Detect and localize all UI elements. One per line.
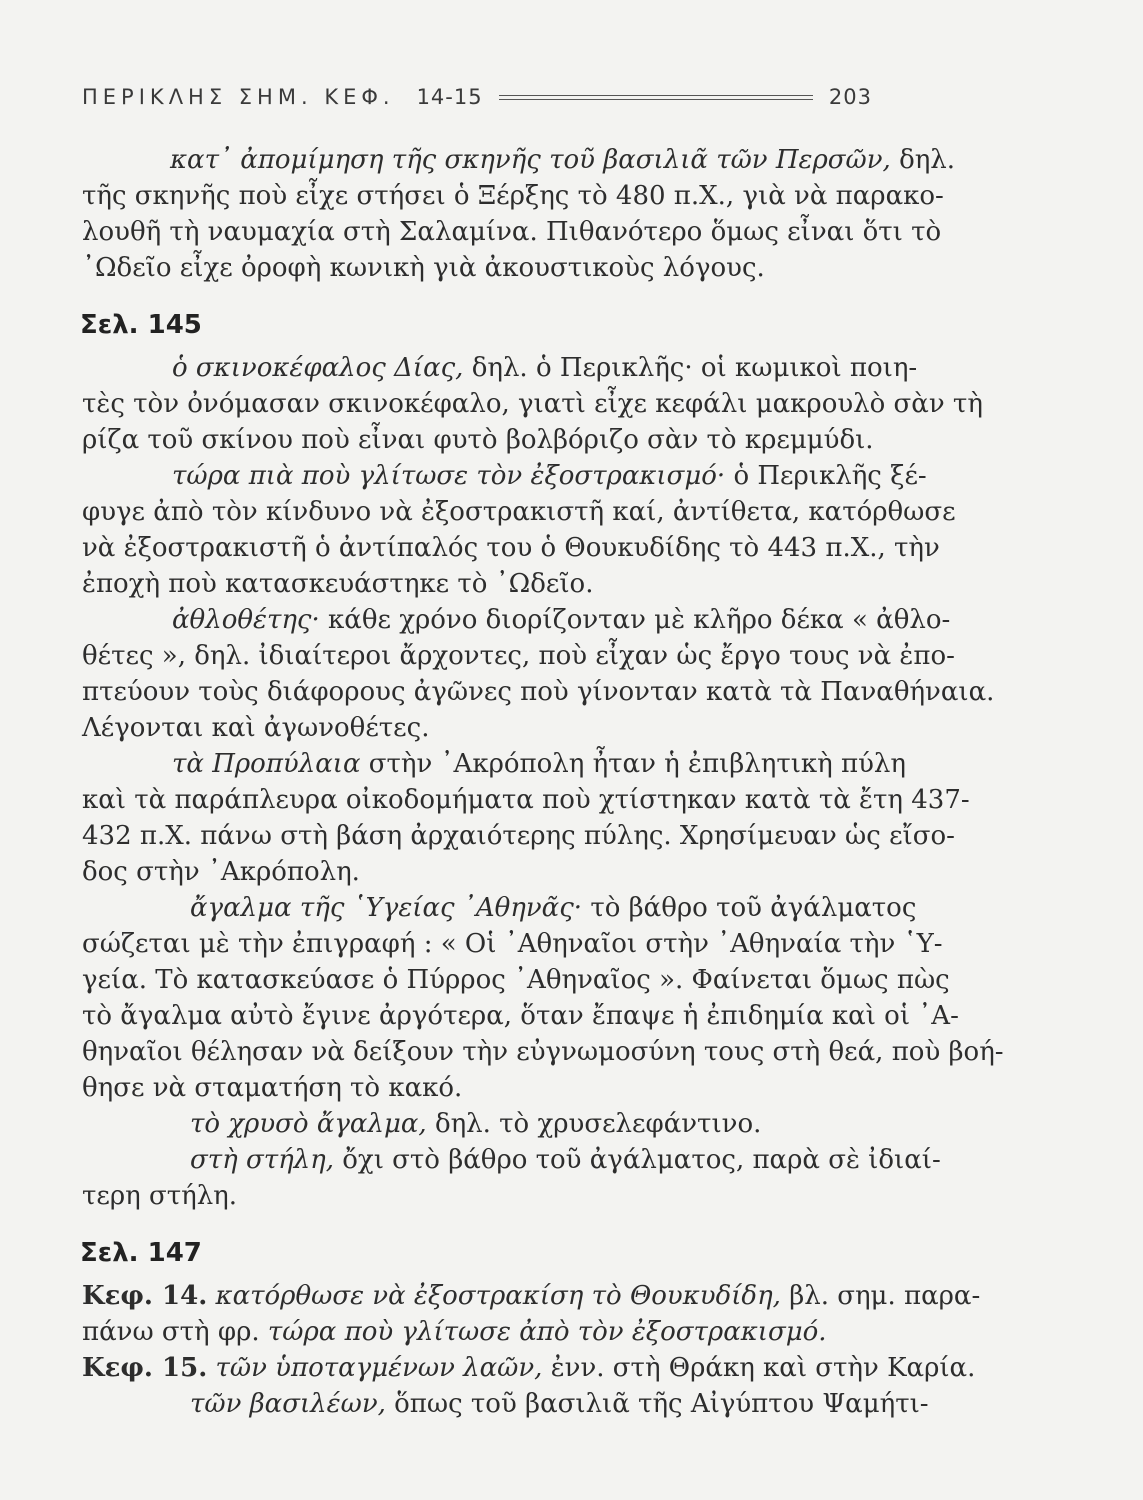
text-line: νὰ ἐξοστρακιστῆ ὁ ἀντίπαλός του ὁ Θουκυδίδης τὸ 443 π.Χ., τὴν [82, 533, 940, 563]
running-head: ΠΕΡΙΚΛΗΣ ΣΗΜ. ΚΕΦ. [82, 85, 395, 109]
text-line: Λέγονται καὶ ἀγωνοθέτες. [82, 713, 430, 743]
page-number: 203 [828, 85, 872, 109]
text-line: τῆς σκηνῆς ποὺ εἶχε στήσει ὁ Ξέρξης τὸ 480 π.Χ., γιὰ νὰ παρακο- [82, 181, 944, 211]
text-line: Κεφ. 14. κατόρθωσε νὰ ἐξοστρακίση τὸ Θουκυδίδη, βλ. σημ. παρα- [82, 1281, 981, 1311]
text-line: δος στὴν ᾿Ακρόπολη. [82, 857, 360, 887]
text-line: καὶ τὰ παράπλευρα οἰκοδομήματα ποὺ χτίστηκαν κατὰ τὰ ἔτη 437- [82, 785, 970, 815]
text-line: πάνω στὴ φρ. τώρα ποὺ γλίτωσε ἀπὸ τὸν ἐξοστρακισμό. [82, 1317, 827, 1347]
text-line: φυγε ἀπὸ τὸν κίνδυνο νὰ ἐξοστρακιστῆ καί, ἀντίθετα, κατόρθωσε [82, 497, 956, 527]
chapter-range: 14-15 [416, 85, 483, 109]
text-line: ἀθλοθέτης· κάθε χρόνο διορίζονταν μὲ κλῆρο δέκα « ἀθλο- [172, 605, 951, 635]
text-line: ἄγαλμα τῆς ῾Υγείας ᾿Αθηνᾶς· τὸ βάθρο τοῦ ἀγάλματος [190, 893, 917, 923]
text-line: ρίζα τοῦ σκίνου ποὺ εἶναι φυτὸ βολβόριζο σὰν τὸ κρεμμύδι. [82, 425, 874, 455]
text-line: λουθῆ τὴ ναυμαχία στὴ Σαλαμίνα. Πιθανότερο ὅμως εἶναι ὅτι τὸ [82, 217, 942, 247]
text-line: ὁ σκινοκέφαλος Δίας, δηλ. ὁ Περικλῆς· οἱ κωμικοὶ ποιη- [172, 353, 918, 383]
text-line: τώρα πιὰ ποὺ γλίτωσε τὸν ἐξοστρακισμό· ὁ Περικλῆς ξέ- [172, 461, 927, 491]
text-line: τὰ Προπύλαια στὴν ᾿Ακρόπολη ἦταν ἡ ἐπιβλητικὴ πύλη [172, 749, 906, 779]
text-line: 432 π.Χ. πάνω στὴ βάση ἀρχαιότερης πύλης. Χρησίμευαν ὡς εἴσο- [82, 821, 955, 851]
text-line: κατ᾿ ἀπομίμηση τῆς σκηνῆς τοῦ βασιλιᾶ τῶν Περσῶν, δηλ. [170, 145, 956, 175]
text-line: τὲς τὸν ὀνόμασαν σκινοκέφαλο, γιατὶ εἶχε κεφάλι μακρουλὸ σὰν τὴ [82, 389, 983, 419]
page-header [82, 80, 872, 114]
text-line: θηναῖοι θέλησαν νὰ δείξουν τὴν εὐγνωμοσύνη τους στὴ θεά, ποὺ βοή- [82, 1037, 1004, 1067]
section-heading: Σελ. 145 [80, 310, 202, 340]
text-line: ἐποχὴ ποὺ κατασκευάστηκε τὸ ᾿Ωδεῖο. [82, 569, 594, 599]
text-line: Κεφ. 15. τῶν ὑποταγμένων λαῶν, ἐνν. στὴ Θράκη καὶ στὴν Καρία. [82, 1353, 976, 1383]
text-line: πτεύουν τοὺς διάφορους ἀγῶνες ποὺ γίνονταν κατὰ τὰ Παναθήναια. [82, 677, 995, 707]
text-line: σώζεται μὲ τὴν ἐπιγραφή : « Οἱ ᾿Αθηναῖοι στὴν ᾿Αθηναία τὴν ῾Υ- [82, 929, 943, 959]
text-line: τὸ χρυσὸ ἄγαλμα, δηλ. τὸ χρυσελεφάντινο. [190, 1109, 762, 1139]
text-line: θέτες », δηλ. ἰδιαίτεροι ἄρχοντες, ποὺ εἶχαν ὡς ἔργο τους νὰ ἐπο- [82, 641, 955, 671]
header-rule [499, 95, 813, 100]
text-line: γεία. Τὸ κατασκεύασε ὁ Πύρρος ᾿Αθηναῖος ». Φαίνεται ὅμως πὼς [82, 965, 950, 995]
text-line: τερη στήλη. [82, 1181, 238, 1211]
text-line: τὸ ἄγαλμα αὐτὸ ἔγινε ἀργότερα, ὅταν ἔπαψε ἡ ἐπιδημία καὶ οἱ ᾿Α- [82, 1001, 959, 1031]
text-line: θησε νὰ σταματήση τὸ κακό. [82, 1073, 463, 1103]
text-line: τῶν βασιλέων, ὅπως τοῦ βασιλιᾶ τῆς Αἰγύπτου Ψαμήτι- [190, 1389, 929, 1419]
section-heading: Σελ. 147 [80, 1238, 202, 1268]
text-line: ᾿Ωδεῖο εἶχε ὀροφὴ κωνικὴ γιὰ ἀκουστικοὺς λόγους. [82, 253, 765, 283]
text-line: στὴ στήλη, ὄχι στὸ βάθρο τοῦ ἀγάλματος, παρὰ σὲ ἰδιαί- [190, 1145, 941, 1175]
